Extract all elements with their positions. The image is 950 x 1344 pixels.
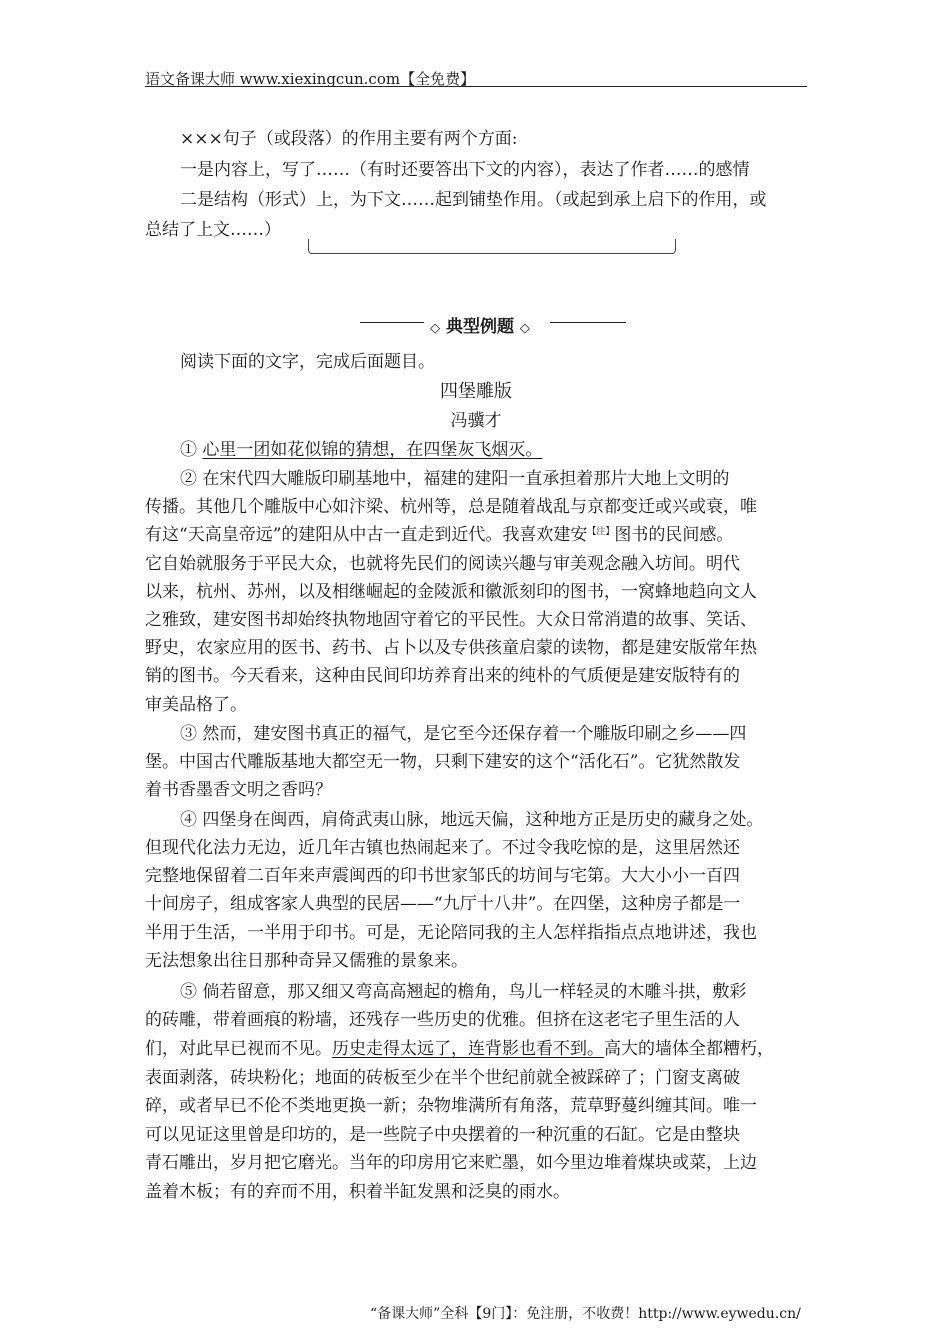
p5-line-1: ⑤ 倘若留意，那又细又弯高高翘起的檐角，鸟儿一样轻灵的木雕斗拱，敷彩: [180, 982, 747, 1002]
header-divider: [145, 86, 807, 87]
p3-line-1: ③ 然而，建安图书真正的福气，是它至今还保存着一个雕版印刷之乡——四: [180, 724, 747, 744]
p4-line-6: 无法想象出往日那种奇异又儒雅的景象来。: [145, 951, 468, 971]
p5-line-3-b: 高大的墙体全都糟朽，: [604, 1039, 774, 1059]
tip-line-1: ×××句子（或段落）的作用主要有两个方面:: [180, 129, 518, 149]
p4-line-4: 十间房子，组成客家人典型的民居——“九厅十八井”。在四堡，这种房子都是一: [145, 894, 741, 914]
tip-line-3: 二是结构（形式）上，为下文……起到铺垫作用。（或起到承上启下的作用，或: [180, 190, 767, 210]
p5-line-6: 可以见证这里曾是印坊的，是一些院子中央摆着的一种沉重的石缸。它是由整块: [145, 1125, 740, 1145]
p4-line-2: 但现代化法力无边，近几年古镇也热闹起来了。不过令我吃惊的是，这里居然还: [145, 838, 740, 858]
p5-line-7: 青石雕出，岁月把它磨光。当年的印房用它来贮墨，如今里边堆着煤块或菜，上边: [145, 1153, 757, 1173]
p5-line-2: 的砖雕，带着画痕的粉墙，还残存一些历史的优雅。但挤在这老宅子里生活的人: [145, 1010, 740, 1030]
paragraph-number: ①: [180, 440, 197, 460]
p4-line-3: 完整地保留着二百年来声震闽西的印书世家邹氏的坊间与宅第。大大小小一百四: [145, 866, 740, 886]
section-rule-right: [550, 322, 626, 323]
article-author: 冯骥才: [450, 411, 502, 431]
p5-line-5: 碎，或者早已不伦不类地更换一新；杂物堆满所有角落，荒草野蔓纠缠其间。唯一: [145, 1096, 757, 1116]
section-title: [410, 312, 550, 337]
p2-line-2: 传播。其他几个雕版中心如汴梁、杭州等，总是随着战乱与京都变迁或兴或衰，唯: [145, 497, 757, 517]
p4-line-1: ④ 四堡身在闽西，肩倚武夷山脉，地远天偏，这种地方正是历史的藏身之处。: [180, 810, 764, 830]
p2-line-4: 它自始就服务于平民大众，也就将先民们的阅读兴趣与审美观念融入坊间。明代: [145, 554, 740, 574]
p2-line-1: ② 在宋代四大雕版印刷基地中，福建的建阳一直承担着那片大地上文明的: [180, 469, 730, 489]
p2-line-7: 野史，农家应用的医书、药书、占卜以及专供孩童启蒙的读物，都是建安版常年热: [145, 638, 757, 658]
note-marker: 【注】: [587, 527, 615, 537]
tip-line-2: 一是内容上，写了……（有时还要答出下文的内容），表达了作者……的感情: [180, 160, 750, 180]
underlined-sentence: 心里一团如花似锦的猜想，在四堡灰飞烟灭。: [202, 440, 543, 460]
diamond-left-icon: ◇: [430, 321, 441, 336]
p3-line-2: 堡。中国古代雕版基地大都空无一物，只剩下建安的这个“活化石”。它犹然散发: [145, 752, 741, 772]
section-title-text: 典型例题: [446, 317, 514, 337]
p4-line-5: 半用于生活，一半用于印书。可是，无论陪同我的主人怎样指指点点地讲述，我也: [145, 923, 757, 943]
p2-line-6: 之雅致，建安图书却始终执物地固守着它的平民性。大众日常消遣的故事、笑话、: [145, 610, 757, 630]
p2-line-3-a: 有这“天高皇帝远”的建阳从中古一直走到近代。我喜欢建安: [145, 525, 588, 545]
p5-line-8: 盖着木板；有的弃而不用，积着半缸发黑和泛臭的雨水。: [145, 1182, 570, 1202]
underlined-sentence-2: 历史走得太远了，连背影也看不到。: [332, 1039, 604, 1059]
diamond-right-icon: ◇: [519, 321, 530, 336]
article-title: 四堡雕版: [440, 381, 512, 402]
p2-line-9: 审美品格了。: [145, 695, 247, 715]
page-header: 语文备课大师 www.xiexingcun.com【全免费】: [145, 70, 476, 88]
instruction: 阅读下面的文字，完成后面题目。: [180, 352, 435, 372]
page-footer: “备课大师”全科【9门】：免注册，不收费！http://www.eywedu.cn/: [370, 1306, 801, 1322]
p5-line-4: 表面剥落，砖块粉化；地面的砖板至少在半个世纪前就全被踩碎了；门窗支离破: [145, 1068, 740, 1088]
p3-line-3: 着书香墨香文明之香吗？: [145, 780, 332, 800]
p2-line-8: 销的图书。今天看来，这种由民间印坊养育出来的纯朴的气质便是建安版特有的: [145, 666, 740, 686]
tip-line-4: 总结了上文……）: [145, 220, 281, 240]
tip-box-border: [308, 239, 676, 254]
paragraph-1: [180, 435, 542, 460]
p5-line-3-a: 们，对此早已视而不见。: [145, 1039, 332, 1059]
p2-line-3-b: 图书的民间感。: [614, 525, 734, 545]
p2-line-3: [145, 520, 733, 545]
p5-line-3: [145, 1034, 774, 1059]
p2-line-5: 以来，杭州、苏州，以及相继崛起的金陵派和徽派刻印的图书，一窝蜂地趋向文人: [145, 582, 757, 602]
